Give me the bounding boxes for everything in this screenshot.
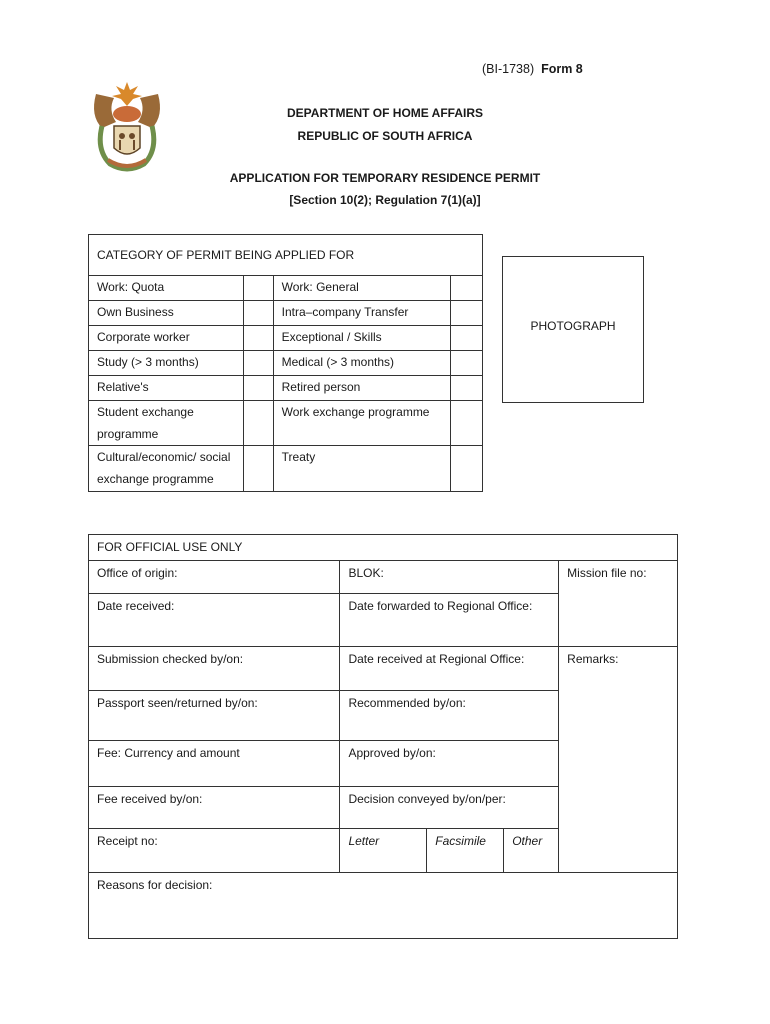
category-option-label: Treaty	[273, 446, 450, 492]
coat-of-arms-emblem	[86, 76, 168, 176]
permit-category-table	[88, 234, 483, 492]
date-received-regional-field[interactable]: Date received at Regional Office:	[340, 647, 559, 691]
form-number	[482, 62, 583, 76]
fee-received-field[interactable]: Fee received by/on:	[89, 787, 340, 829]
photograph-box[interactable]	[502, 256, 644, 403]
category-checkbox[interactable]	[451, 401, 483, 446]
remarks-field[interactable]: Remarks:	[559, 647, 678, 873]
category-checkbox[interactable]	[243, 351, 273, 376]
official-use-heading: FOR OFFICIAL USE ONLY	[89, 535, 678, 561]
date-received-field[interactable]: Date received:	[89, 594, 340, 647]
category-option-label: Exceptional / Skills	[273, 326, 450, 351]
category-option-label: Own Business	[89, 301, 244, 326]
section-reference: [Section 10(2); Regulation 7(1)(a)]	[289, 193, 481, 207]
category-checkbox[interactable]	[451, 326, 483, 351]
category-checkbox[interactable]	[451, 276, 483, 301]
category-option-label: Cultural/economic/ social exchange programme	[89, 446, 244, 492]
form-label: Form 8	[541, 62, 583, 76]
category-checkbox[interactable]	[451, 376, 483, 401]
official-use-table	[88, 534, 678, 939]
category-checkbox[interactable]	[243, 446, 273, 492]
mission-file-no-field[interactable]: Mission file no:	[559, 561, 678, 647]
category-checkbox[interactable]	[451, 351, 483, 376]
facsimile-option[interactable]: Facsimile	[427, 829, 504, 873]
category-heading: CATEGORY OF PERMIT BEING APPLIED FOR	[89, 235, 483, 276]
category-checkbox[interactable]	[243, 301, 273, 326]
category-option-label: Retired person	[273, 376, 450, 401]
category-checkbox[interactable]	[451, 446, 483, 492]
approved-field[interactable]: Approved by/on:	[340, 741, 559, 787]
receipt-no-field[interactable]: Receipt no:	[89, 829, 340, 873]
letter-option[interactable]: Letter	[340, 829, 427, 873]
other-option[interactable]: Other	[504, 829, 559, 873]
category-option-label: Intra–company Transfer	[273, 301, 450, 326]
date-forwarded-field[interactable]: Date forwarded to Regional Office:	[340, 594, 559, 647]
category-checkbox[interactable]	[243, 326, 273, 351]
application-title: APPLICATION FOR TEMPORARY RESIDENCE PERMIT	[229, 171, 541, 185]
category-option-label: Study (> 3 months)	[89, 351, 244, 376]
category-checkbox[interactable]	[451, 301, 483, 326]
category-option-label: Work: General	[273, 276, 450, 301]
submission-checked-field[interactable]: Submission checked by/on:	[89, 647, 340, 691]
category-option-label: Work: Quota	[89, 276, 244, 301]
fee-currency-field[interactable]: Fee: Currency and amount	[89, 741, 340, 787]
passport-seen-field[interactable]: Passport seen/returned by/on:	[89, 691, 340, 741]
country-title: REPUBLIC OF SOUTH AFRICA	[297, 129, 473, 143]
category-option-label: Work exchange programme	[273, 401, 450, 446]
category-checkbox[interactable]	[243, 376, 273, 401]
category-option-label: Student exchange programme	[89, 401, 244, 446]
office-of-origin-field[interactable]: Office of origin:	[89, 561, 340, 594]
department-title: DEPARTMENT OF HOME AFFAIRS	[287, 106, 483, 120]
form-code: (BI-1738)	[482, 62, 535, 76]
category-option-label: Medical (> 3 months)	[273, 351, 450, 376]
category-option-label: Corporate worker	[89, 326, 244, 351]
recommended-field[interactable]: Recommended by/on:	[340, 691, 559, 741]
photograph-label: PHOTOGRAPH	[530, 319, 616, 333]
reasons-for-decision-field[interactable]: Reasons for decision:	[89, 873, 678, 939]
category-checkbox[interactable]	[243, 401, 273, 446]
category-option-label: Relative's	[89, 376, 244, 401]
blok-field[interactable]: BLOK:	[340, 561, 559, 594]
decision-conveyed-field[interactable]: Decision conveyed by/on/per:	[340, 787, 559, 829]
category-checkbox[interactable]	[243, 276, 273, 301]
